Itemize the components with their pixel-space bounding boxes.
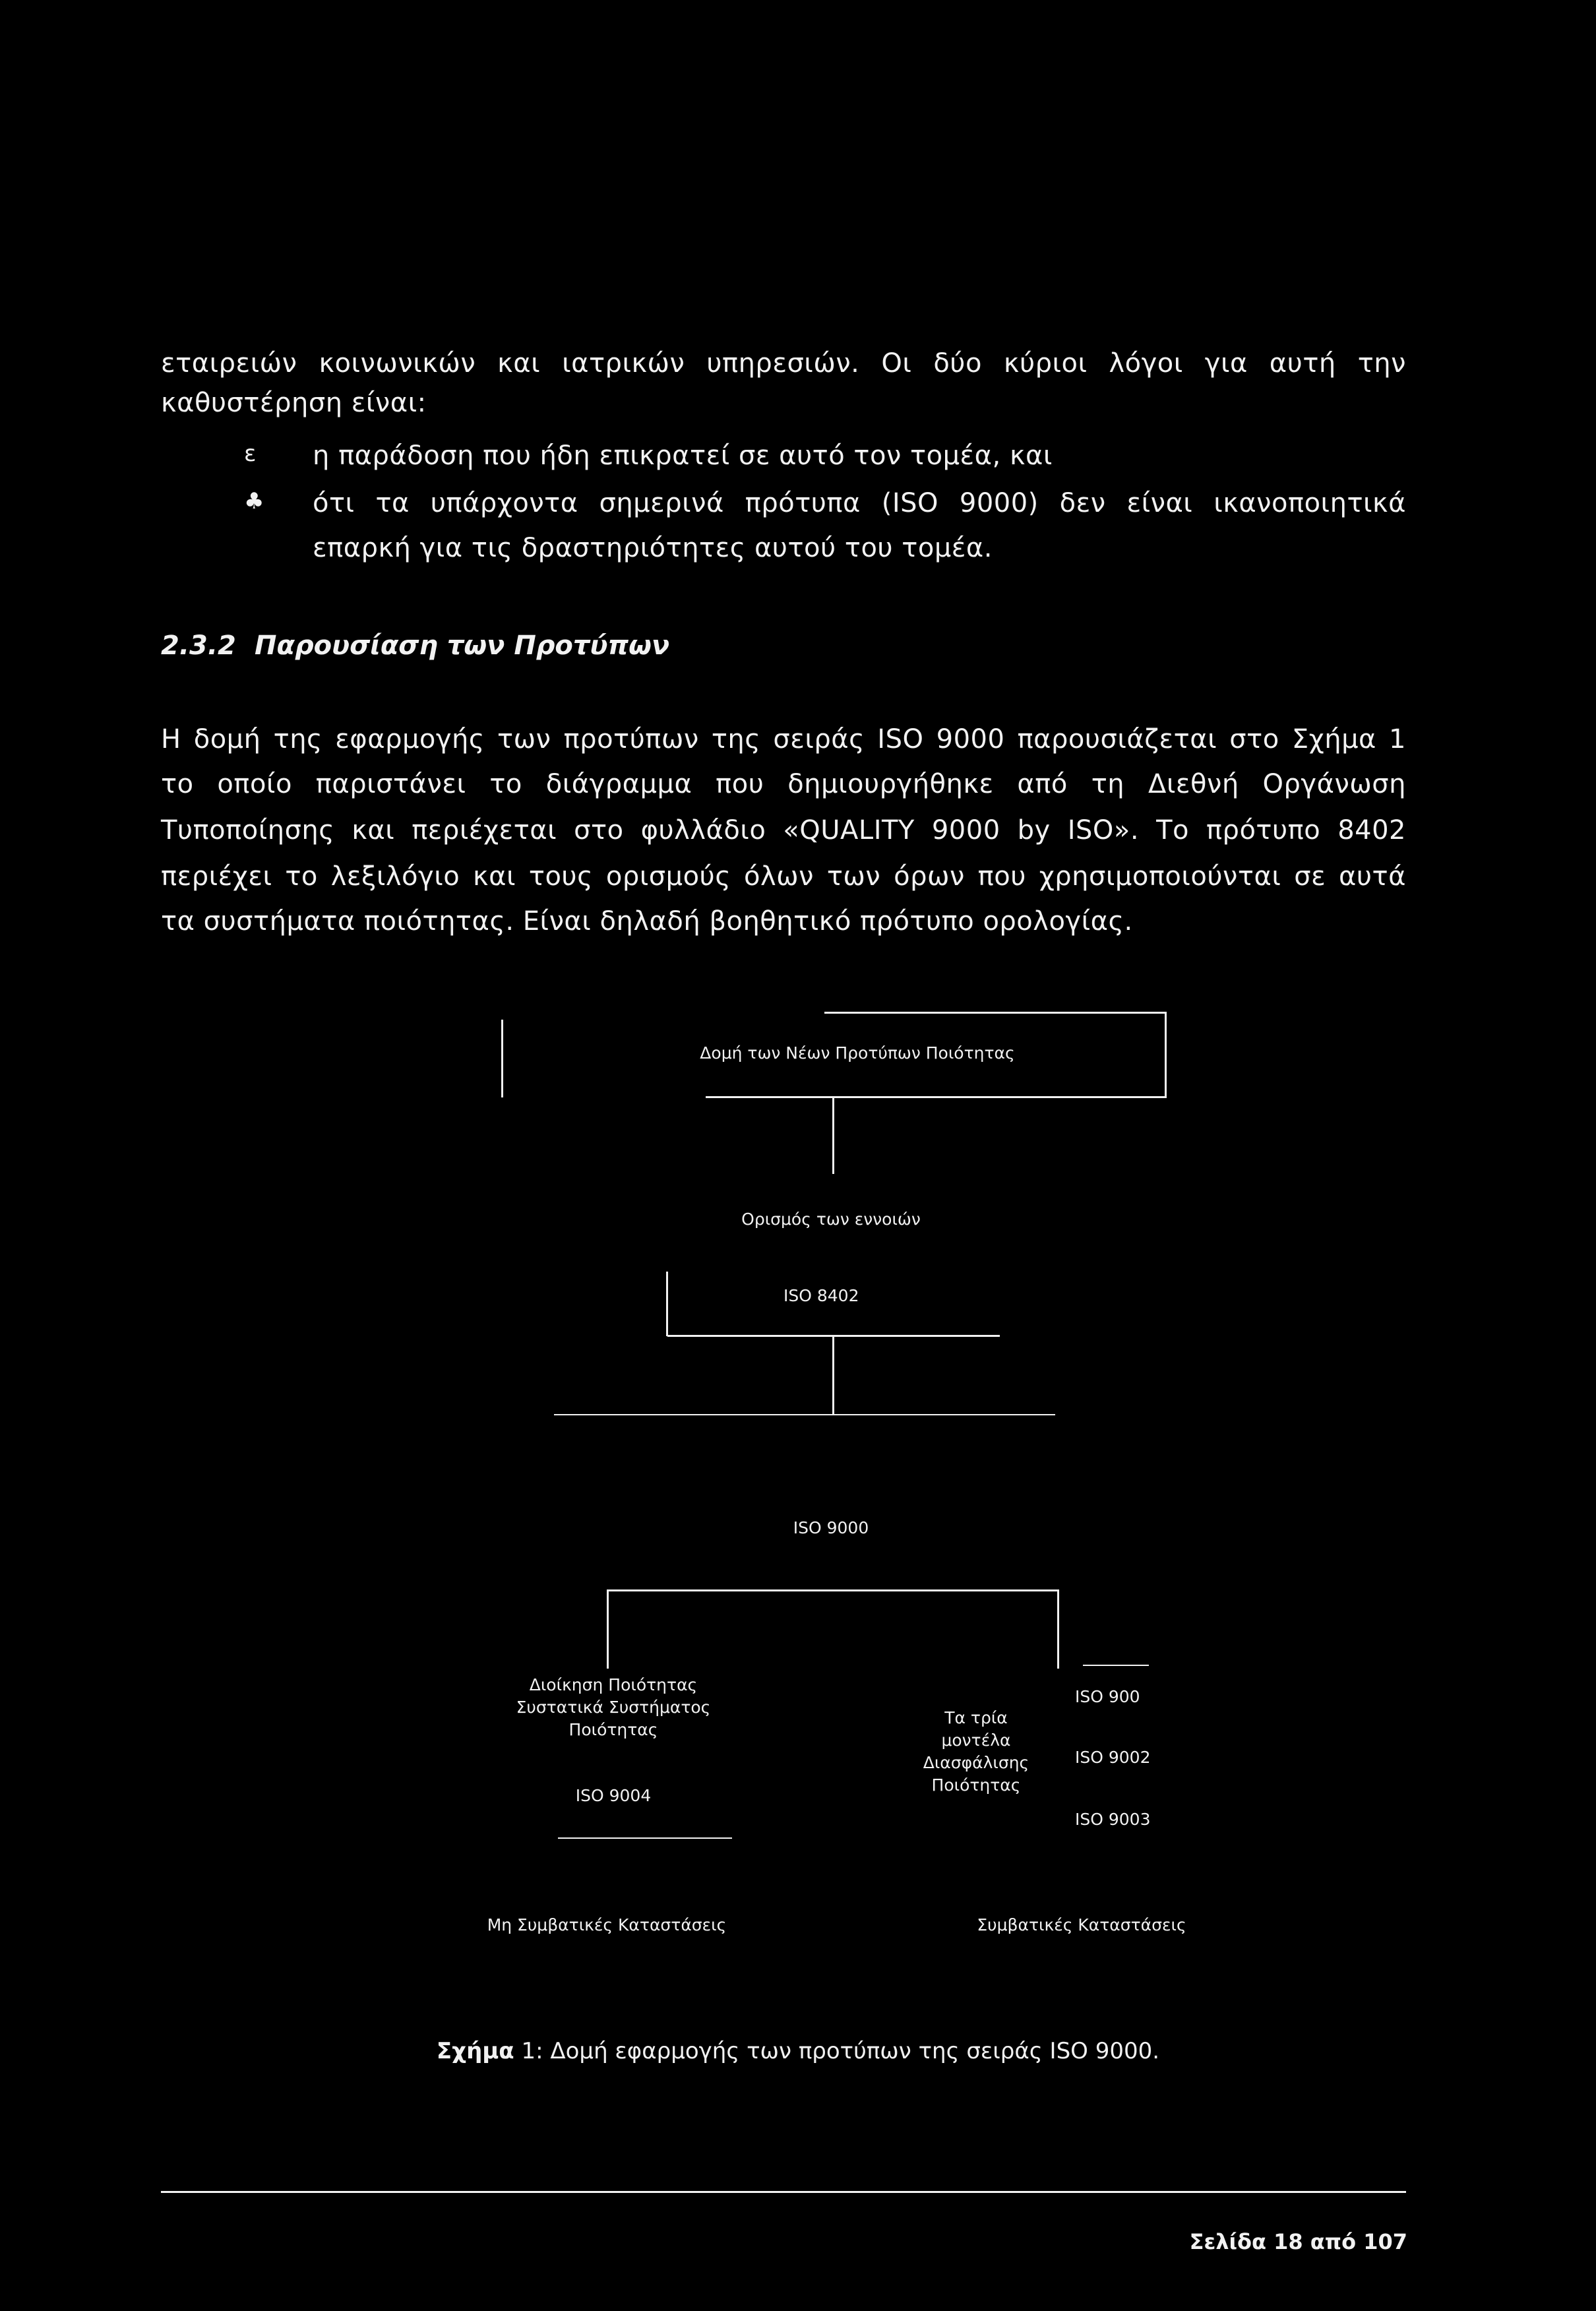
contractual-label: Συμβατικές Καταστάσεις [977, 1915, 1186, 1934]
footer-rule [161, 2191, 1406, 2193]
top-box-bottom-border [706, 1096, 1167, 1098]
left-block-line-2: Συστατικά Συστήματος [516, 1698, 711, 1717]
paragraph-line-5: τα συστήματα ποιότητας. Είναι δηλαδή βοηθητικό πρότυπο ορολογίας. [161, 906, 1133, 937]
section-number: 2.3.2 [161, 631, 236, 661]
caption-label: Σχήμα [436, 2038, 514, 2064]
definition-label: Ορισμός των εννοιών [741, 1210, 921, 1229]
right-list-overline [1083, 1665, 1149, 1666]
branch-top-line [607, 1589, 1059, 1591]
bullet-text-2: ότι τα υπάρχοντα σημερινά πρότυπα (ISO 9000) δεν είναι ικανοποιητικά [313, 488, 1406, 518]
bullet-text-1: η παράδοση που ήδη επικρατεί σε αυτό τον τομέα, και [313, 441, 1053, 471]
right-list-item-3: ISO 9003 [1075, 1810, 1151, 1829]
paragraph-line-1: Η δομή της εφαρμογής των προτύπων της σειράς ISO 9000 παρουσιάζεται στο Σχήμα 1 [161, 724, 1406, 755]
branch-left-drop [607, 1589, 609, 1669]
intro-line-1: εταιρειών κοινωνικών και ιατρικών υπηρεσιών. Οι δύο κύριοι λόγοι για αυτή την [161, 348, 1406, 379]
bullet-text-2-cont: επαρκή για τις δραστηριότητες αυτού του τομέα. [313, 533, 993, 563]
non-contractual-label: Μη Συμβατικές Καταστάσεις [487, 1915, 727, 1934]
left-block-line-3: Ποιότητας [568, 1720, 658, 1739]
iso9000-label: ISO 9000 [793, 1518, 869, 1537]
paragraph-line-3: Τυποποίησης και περιέχεται στο φυλλάδιο «QUALITY 9000 by ISO». Το πρότυπο 8402 [161, 815, 1406, 846]
bullet-marker-2: ♣ [244, 488, 264, 514]
iso8402-box-left [666, 1272, 668, 1336]
iso9004-label: ISO 9004 [575, 1786, 652, 1805]
paragraph-line-2: το οποίο παριστάνει το διάγραμμα που δημιουργήθηκε από τη Διεθνή Οργάνωση [161, 769, 1406, 799]
iso8402-label: ISO 8402 [783, 1286, 859, 1305]
middle-block-line-1: Τα τρία [944, 1708, 1008, 1727]
top-box-right-border [1165, 1012, 1167, 1097]
connector-middle [832, 1336, 834, 1415]
connector-top [832, 1097, 834, 1174]
right-list-item-1: ISO 900 [1075, 1687, 1140, 1706]
divider-line [554, 1414, 1055, 1415]
top-box-label: Δομή των Νέων Προτύπων Ποιότητας [700, 1043, 1015, 1063]
intro-line-2: καθυστέρηση είναι: [161, 388, 427, 418]
paragraph-line-4: περιέχει το λεξιλόγιο και τους ορισμούς όλων των όρων που χρησιμοποιούνται σε αυτά [161, 861, 1406, 892]
figure-caption [264, 2038, 1332, 2064]
top-box-left-border [501, 1020, 503, 1097]
page-number: Σελίδα 18 από 107 [1189, 2229, 1407, 2254]
top-box-top-border [824, 1012, 1166, 1014]
right-list-item-2: ISO 9002 [1075, 1748, 1151, 1767]
bullet-marker-1: ε [244, 441, 257, 467]
middle-block-line-3: Διασφάλισης [923, 1753, 1029, 1772]
left-block-underline [558, 1837, 732, 1839]
branch-right-drop [1057, 1589, 1059, 1669]
section-title: Παρουσίαση των Προτύπων [255, 631, 670, 661]
middle-block-line-4: Ποιότητας [931, 1775, 1021, 1795]
caption-text: 1: Δομή εφαρμογής των προτύπων της σειράς ISO 9000. [514, 2038, 1160, 2064]
left-block-line-1: Διοίκηση Ποιότητας [529, 1675, 698, 1694]
middle-block-line-2: μοντέλα [941, 1731, 1011, 1750]
